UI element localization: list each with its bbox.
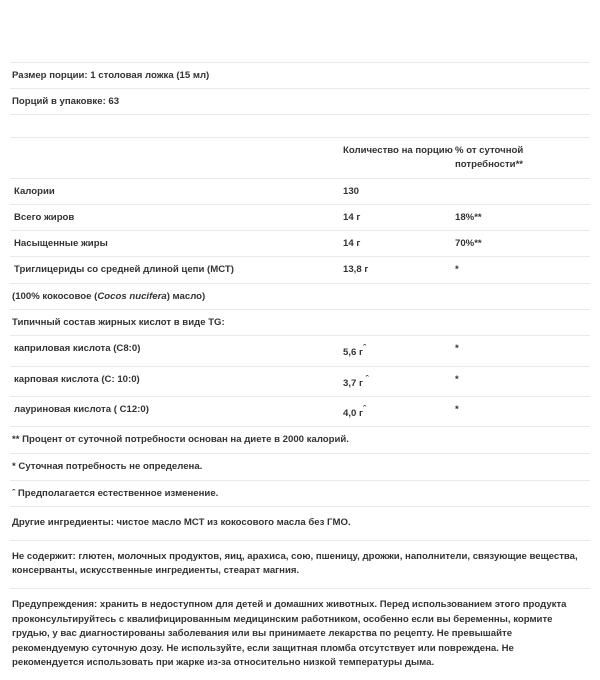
other-ingredients-text: Другие ингредиенты: чистое масло МСТ из кокосового масла без ГМО. (12, 517, 351, 529)
composition-heading-text: Типичный состав жирных кислот в виде TG: (12, 316, 225, 328)
header-amount-cell: Количество на порцию (343, 145, 453, 157)
nutrient-label: Насыщенные жиры (14, 238, 108, 250)
table-header-row (10, 137, 590, 177)
table-row (10, 256, 590, 282)
table-row (10, 396, 590, 426)
nutrient-daily-value: 70%** (455, 238, 482, 250)
fatty-acid-daily-value: * (455, 343, 459, 355)
table-row (10, 178, 590, 204)
fatty-acid-label: карповая кислота (C: 10:0) (14, 373, 140, 385)
free-from-block (10, 540, 590, 588)
nutrient-daily-value: * (455, 264, 459, 276)
warnings-text: Предупреждения: хранить в недоступном для детей и домашних животных. Перед использованием этого продукта проконсультируйтесь с квалифицированным медицинским работником, особенно если вы беременны, кормите грудью, у вас диагностированы заболевания или вы принимаете лекарства по рецепту. Не превышайте рекомендуемую суточную дозу. Не используйте, если защитная пломба отсутствует или повреждена. Не рекомендуется использовать при жарке из-за относительно низкой температуры дыма. (12, 598, 567, 669)
nutrient-label: Всего жиров (14, 211, 75, 223)
servings-per-container-row (10, 88, 590, 114)
table-row (10, 204, 590, 230)
servings-per-container-text: Порций в упаковке: 63 (12, 96, 120, 108)
table-row (10, 230, 590, 256)
fatty-acid-amount-value: 3,7 г (343, 377, 366, 389)
natural-variation-marker: ˆ (363, 403, 366, 414)
species-name: Cocos nucifera (97, 290, 167, 302)
nutrient-daily-value: 18%** (455, 211, 482, 223)
serving-size-text: Размер порции: 1 столовая ложка (15 мл) (12, 70, 210, 81)
fatty-acid-composition-heading-row (10, 309, 590, 335)
fatty-acid-label: лауриновая кислота ( C12:0) (14, 403, 149, 415)
nutrient-amount: 13,8 г (343, 264, 369, 276)
serving-size-row (10, 62, 590, 88)
coconut-note-prefix: (100% кокосовое ( (12, 290, 98, 302)
footnote-dv-not-established (10, 453, 590, 480)
fatty-acid-amount-value: 4,0 г (343, 408, 363, 420)
warnings-block (10, 588, 590, 680)
fatty-acid-label: каприловая кислота (C8:0) (14, 343, 141, 355)
footnote-natural-variation (10, 480, 590, 507)
coconut-source-row (10, 283, 590, 309)
fatty-acid-amount (343, 373, 455, 390)
footnote-text: * Суточная потребность не определена. (12, 460, 203, 472)
other-ingredients-block (10, 506, 590, 540)
free-from-text: Не содержит: глютен, молочных продуктов, яиц, арахиса, сою, пшеницу, дрожжи, наполнители, связующие вещества, консерванты, искусственные ингредиенты, стеарат магния. (12, 550, 578, 577)
natural-variation-marker: ˆ (363, 343, 366, 354)
table-row (10, 335, 590, 365)
nutrient-label: Калории (14, 185, 55, 197)
fatty-acid-amount (343, 342, 455, 359)
section-spacer (10, 114, 590, 137)
nutrient-amount: 130 (343, 185, 360, 197)
header-daily-value-cell: % от суточной потребности** (455, 145, 524, 171)
nutrient-amount: 14 г (343, 211, 361, 223)
fatty-acid-daily-value: * (455, 403, 459, 415)
fatty-acid-amount-value: 5,6 г (343, 347, 363, 359)
footnote-text: ** Процент от суточной потребности основан на диете в 2000 калорий. (12, 434, 349, 446)
footnote-text: ˆ Предполагается естественное изменение. (12, 487, 219, 499)
coconut-note-suffix: ) масло) (166, 290, 206, 302)
footnote-daily-value-basis (10, 426, 590, 453)
fatty-acid-daily-value: * (455, 373, 459, 385)
fatty-acid-amount (343, 403, 455, 420)
table-row (10, 366, 590, 396)
nutrient-label: Триглицериды со средней длиной цепи (МСТ) (14, 264, 234, 276)
nutrient-amount: 14 г (343, 238, 361, 250)
natural-variation-marker: ˆ (365, 373, 369, 384)
